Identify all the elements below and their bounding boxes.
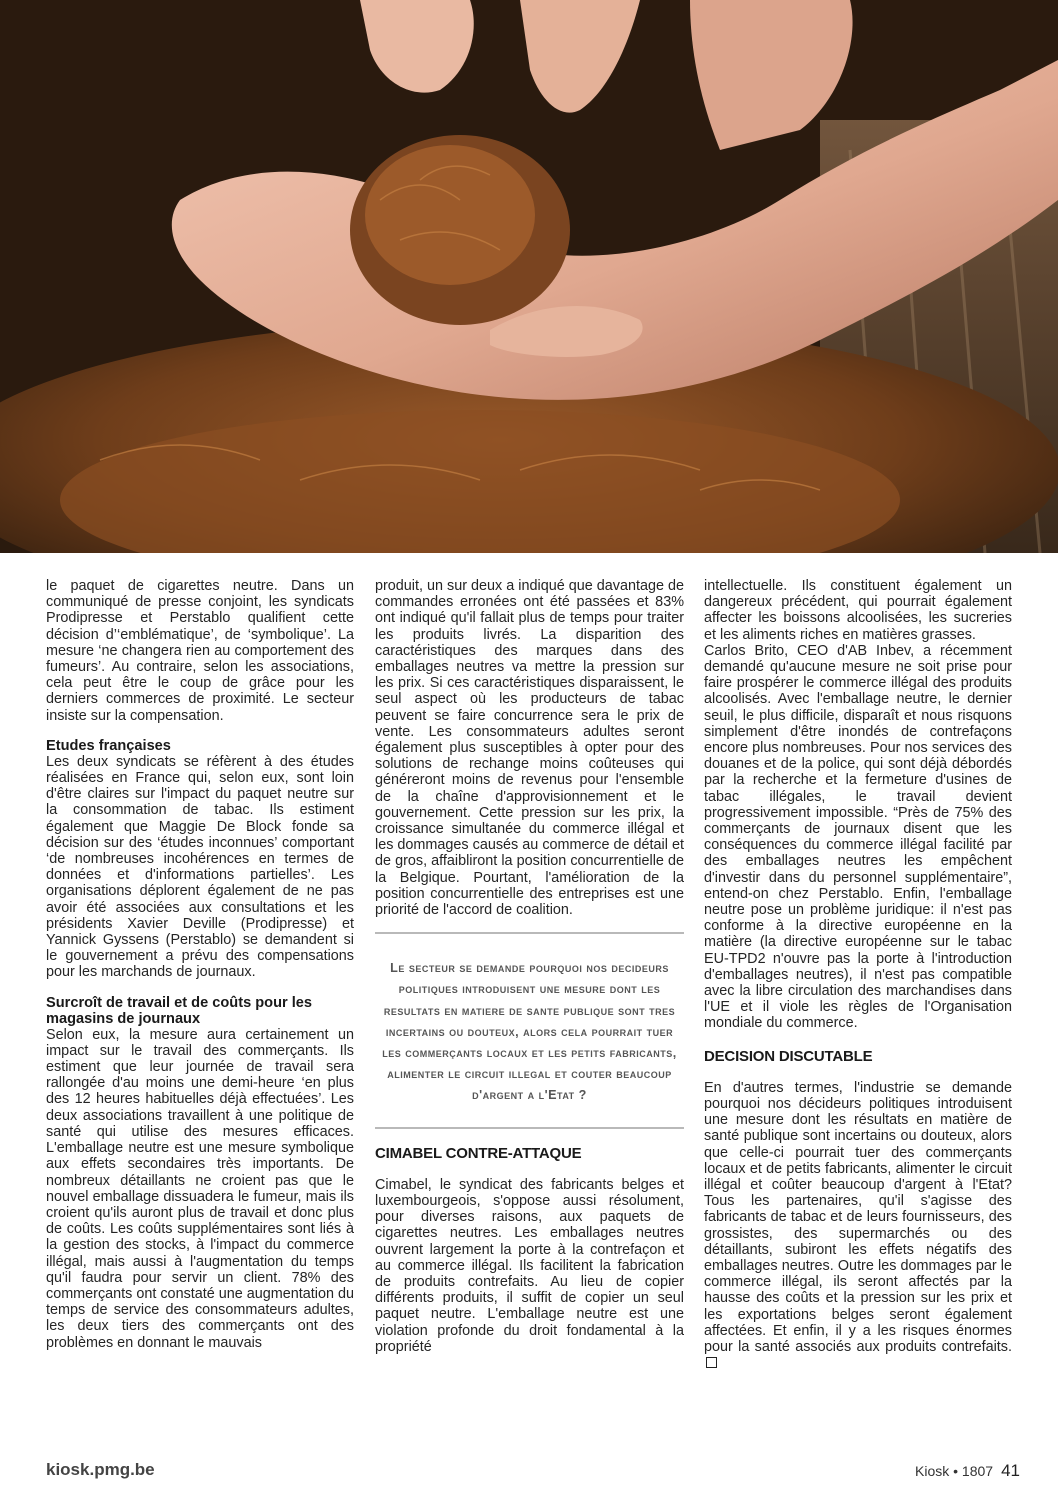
paragraph: Les deux syndicats se réfèrent à des études réalisées en France qui, selon eux, sont loin d'être claires sur l'impact du paquet neutre sur la consommation de tabac. Ils estiment également que Maggie De Block fonde sa décision sur des ‘études inconnues’ comportant ‘de nombreuses incohérences en termes de données et d'informations partielles’. Les organisations déplorent également de ne pas avoir été associées aux consultations et les présidents Xavier Deville (Prodipresse) et Yannick Gyssens (Perstablo) se demandent si le gouvernement a prévu des compensations pour les marchands de journaux. bbox=[46, 753, 354, 981]
column-3 bbox=[704, 578, 1012, 1371]
paragraph: le paquet de cigarettes neutre. Dans un communiqué de presse conjoint, les syndicats Prodipresse et Perstablo qualifient cette décision d’‘emblématique’, de ‘symbolique’. La mesure ‘ne changera rien au comportement des fumeurs’. Au contraire, selon les associations, cela peut être le coup de grâce pour les derniers commerces de proximité. Le secteur insiste sur la compensation. bbox=[46, 578, 354, 724]
paragraph: Cimabel, le syndicat des fabricants belges et luxembourgeois, s'oppose aussi résolument, pour diverses raisons, aux paquets de cigarettes neutres. Les emballages neutres ouvrent largement la porte à la contrefaçon et au commerce illégal. Ils facilitent la fabrication de produits contrefaits. Au lieu de copier différents produits, il suffit de copier un seul paquet neutre. L'emballage neutre est une violation profonde du droit fondamental à la propriété bbox=[375, 1176, 684, 1355]
footer-issue bbox=[915, 1461, 1020, 1481]
paragraph: produit, un sur deux a indiqué que davantage de commandes erronées ont été passées et 83% ont indiqué qu'il fallait plus de temps pour traiter les produits livrés. La disparition des caractéristiques des marques dans des emballages neutres va mettre la pression sur les prix. Si ces caractéristiques disparaissent, le seul aspect où les producteurs de tabac peuvent se faire concurrence sera le prix de vente. Les consommateurs adultes seront également plus susceptibles à opter pour des solutions de rechange moins coûteuses qui généreront moins de revenus pour l'ensemble de la chaîne d'approvisionnement et le gouvernement. Cette pression sur les prix, la croissance simultanée du commerce illégal et les dommages causés au commerce de détail et de gros, affaibliront la position concurrentielle de la Belgique. Pourtant, l'amélioration de la position concurrentielle des entreprises est une priorité de l'accord de coalition. bbox=[375, 578, 684, 919]
paragraph-text: En d'autres termes, l'industrie se demande pourquoi nos décideurs politiques introduisent une mesure dont les résultats en matière de santé publique sont incertains ou douteux, alors que celle-ci pourrait tuer des commerçants locaux et de petits fabricants, alimenter le circuit illégal et coûter beaucoup d'argent à l'Etat? Tous les partenaires, qu'il s'agisse des fabricants de tabac et de leurs fournisseurs, des grossistes, des supermarchés ou des détaillants, subiront les effets négatifs des emballages neutres. Outre les dommages par le commerce illégal, ils seront affectés par la hausse des coûts et la pression sur les prix et les exportations belges seront également affectées. Et enfin, il y a les risques énormes pour la santé associés aux produits contrefaits. bbox=[704, 1079, 1012, 1355]
end-mark-icon bbox=[706, 1357, 717, 1368]
paragraph: intellectuelle. Ils constituent également un dangereux précédent, qui pourrait également affecter les boissons alcoolisées, les sucreries et les aliments riches en matières grasses. bbox=[704, 578, 1012, 643]
column-1 bbox=[46, 578, 354, 1351]
page-number: 41 bbox=[1001, 1461, 1020, 1480]
issue-label: Kiosk • 1807 bbox=[915, 1463, 994, 1479]
hero-illustration bbox=[0, 0, 1058, 553]
subheading-surcroit-travail: Surcroît de travail et de coûts pour les magasins de journaux bbox=[46, 994, 313, 1027]
divider bbox=[375, 1127, 684, 1129]
section-heading-cimabel: CIMABEL CONTRE-ATTAQUE bbox=[375, 1144, 582, 1162]
section-heading-decision: DECISION DISCUTABLE bbox=[704, 1047, 873, 1065]
divider bbox=[375, 932, 684, 934]
column-2 bbox=[375, 578, 684, 1355]
paragraph: Selon eux, la mesure aura certainement un impact sur le travail des commerçants. Ils estiment que leur journée de travail sera rallongée d'au moins une demi-heure ‘en plus des 12 heures habituelles déjà effectuées’. Les deux associations travaillent à une politique de santé qui utilise des mesures efficaces. L'emballage neutre est une mesure symbolique aux effets secondaires très importants. De nombreux détaillants ne croient pas que le nouvel emballage dissuadera le fumeur, mais ils croient qu'ils auront plus de travail et donc plus de coûts. Les coûts supplémentaires sont liés à la gestion des stocks, à l'impact du commerce illégal, mais aussi à l'augmentation du temps qu'il faudra pour servir un client. 78% des commerçants ont constaté une augmentation du temps de service des consommateurs adultes, les deux tiers des commerçants ont des problèmes en donnant le mauvais bbox=[46, 1026, 354, 1351]
paragraph-final bbox=[704, 1080, 1012, 1372]
pull-quote: Le secteur se demande pourquoi nos decideurs politiques introduisent une mesure dont les resultats en matiere de sante publique sont tres incertains ou douteux, alors cela pourrait tuer les commerçants locaux et les petits fabricants, alimenter le circuit illegal et couter beaucoup d'argent a l'Etat ? bbox=[382, 961, 677, 1103]
paragraph: Carlos Brito, CEO d'AB Inbev, a récemment demandé qu'aucune mesure ne soit prise pour faire prospérer le commerce illégal des produits alcoolisés. Avec l'emballage neutre, le dernier seuil, le plus difficile, disparaît et nous risquons simplement d'être inondés de contrefaçons encore plus nombreuses. Pour nos services des douanes et de la police, qui sont déjà débordés par la recherche et la fermeture d'usines de tabac illégales, le travail devient progressivement impossible. “Près de 75% des commerçants de journaux disent que les conséquences du commerce illégal facilité par des emballages neutres les empêchent d'investir dans du personnel supplémentaire”, entend-on chez Perstablo. Enfin, l'emballage neutre pose un problème juridique: il n'est pas conforme à la directive européenne en la matière (la directive européenne sur le tabac EU-TPD2 n'ouvre pas la porte à l'introduction d'emballages neutres), il n'est pas compatible avec la libre circulation des marchandises dans l'UE et il viole les règles de l'Organisation mondiale du commerce. bbox=[704, 642, 1012, 1032]
footer-site-link[interactable]: kiosk.pmg.be bbox=[46, 1460, 155, 1479]
subheading-etudes-francaises: Etudes françaises bbox=[46, 737, 171, 754]
hero-photo-tobacco-hands bbox=[0, 0, 1058, 553]
